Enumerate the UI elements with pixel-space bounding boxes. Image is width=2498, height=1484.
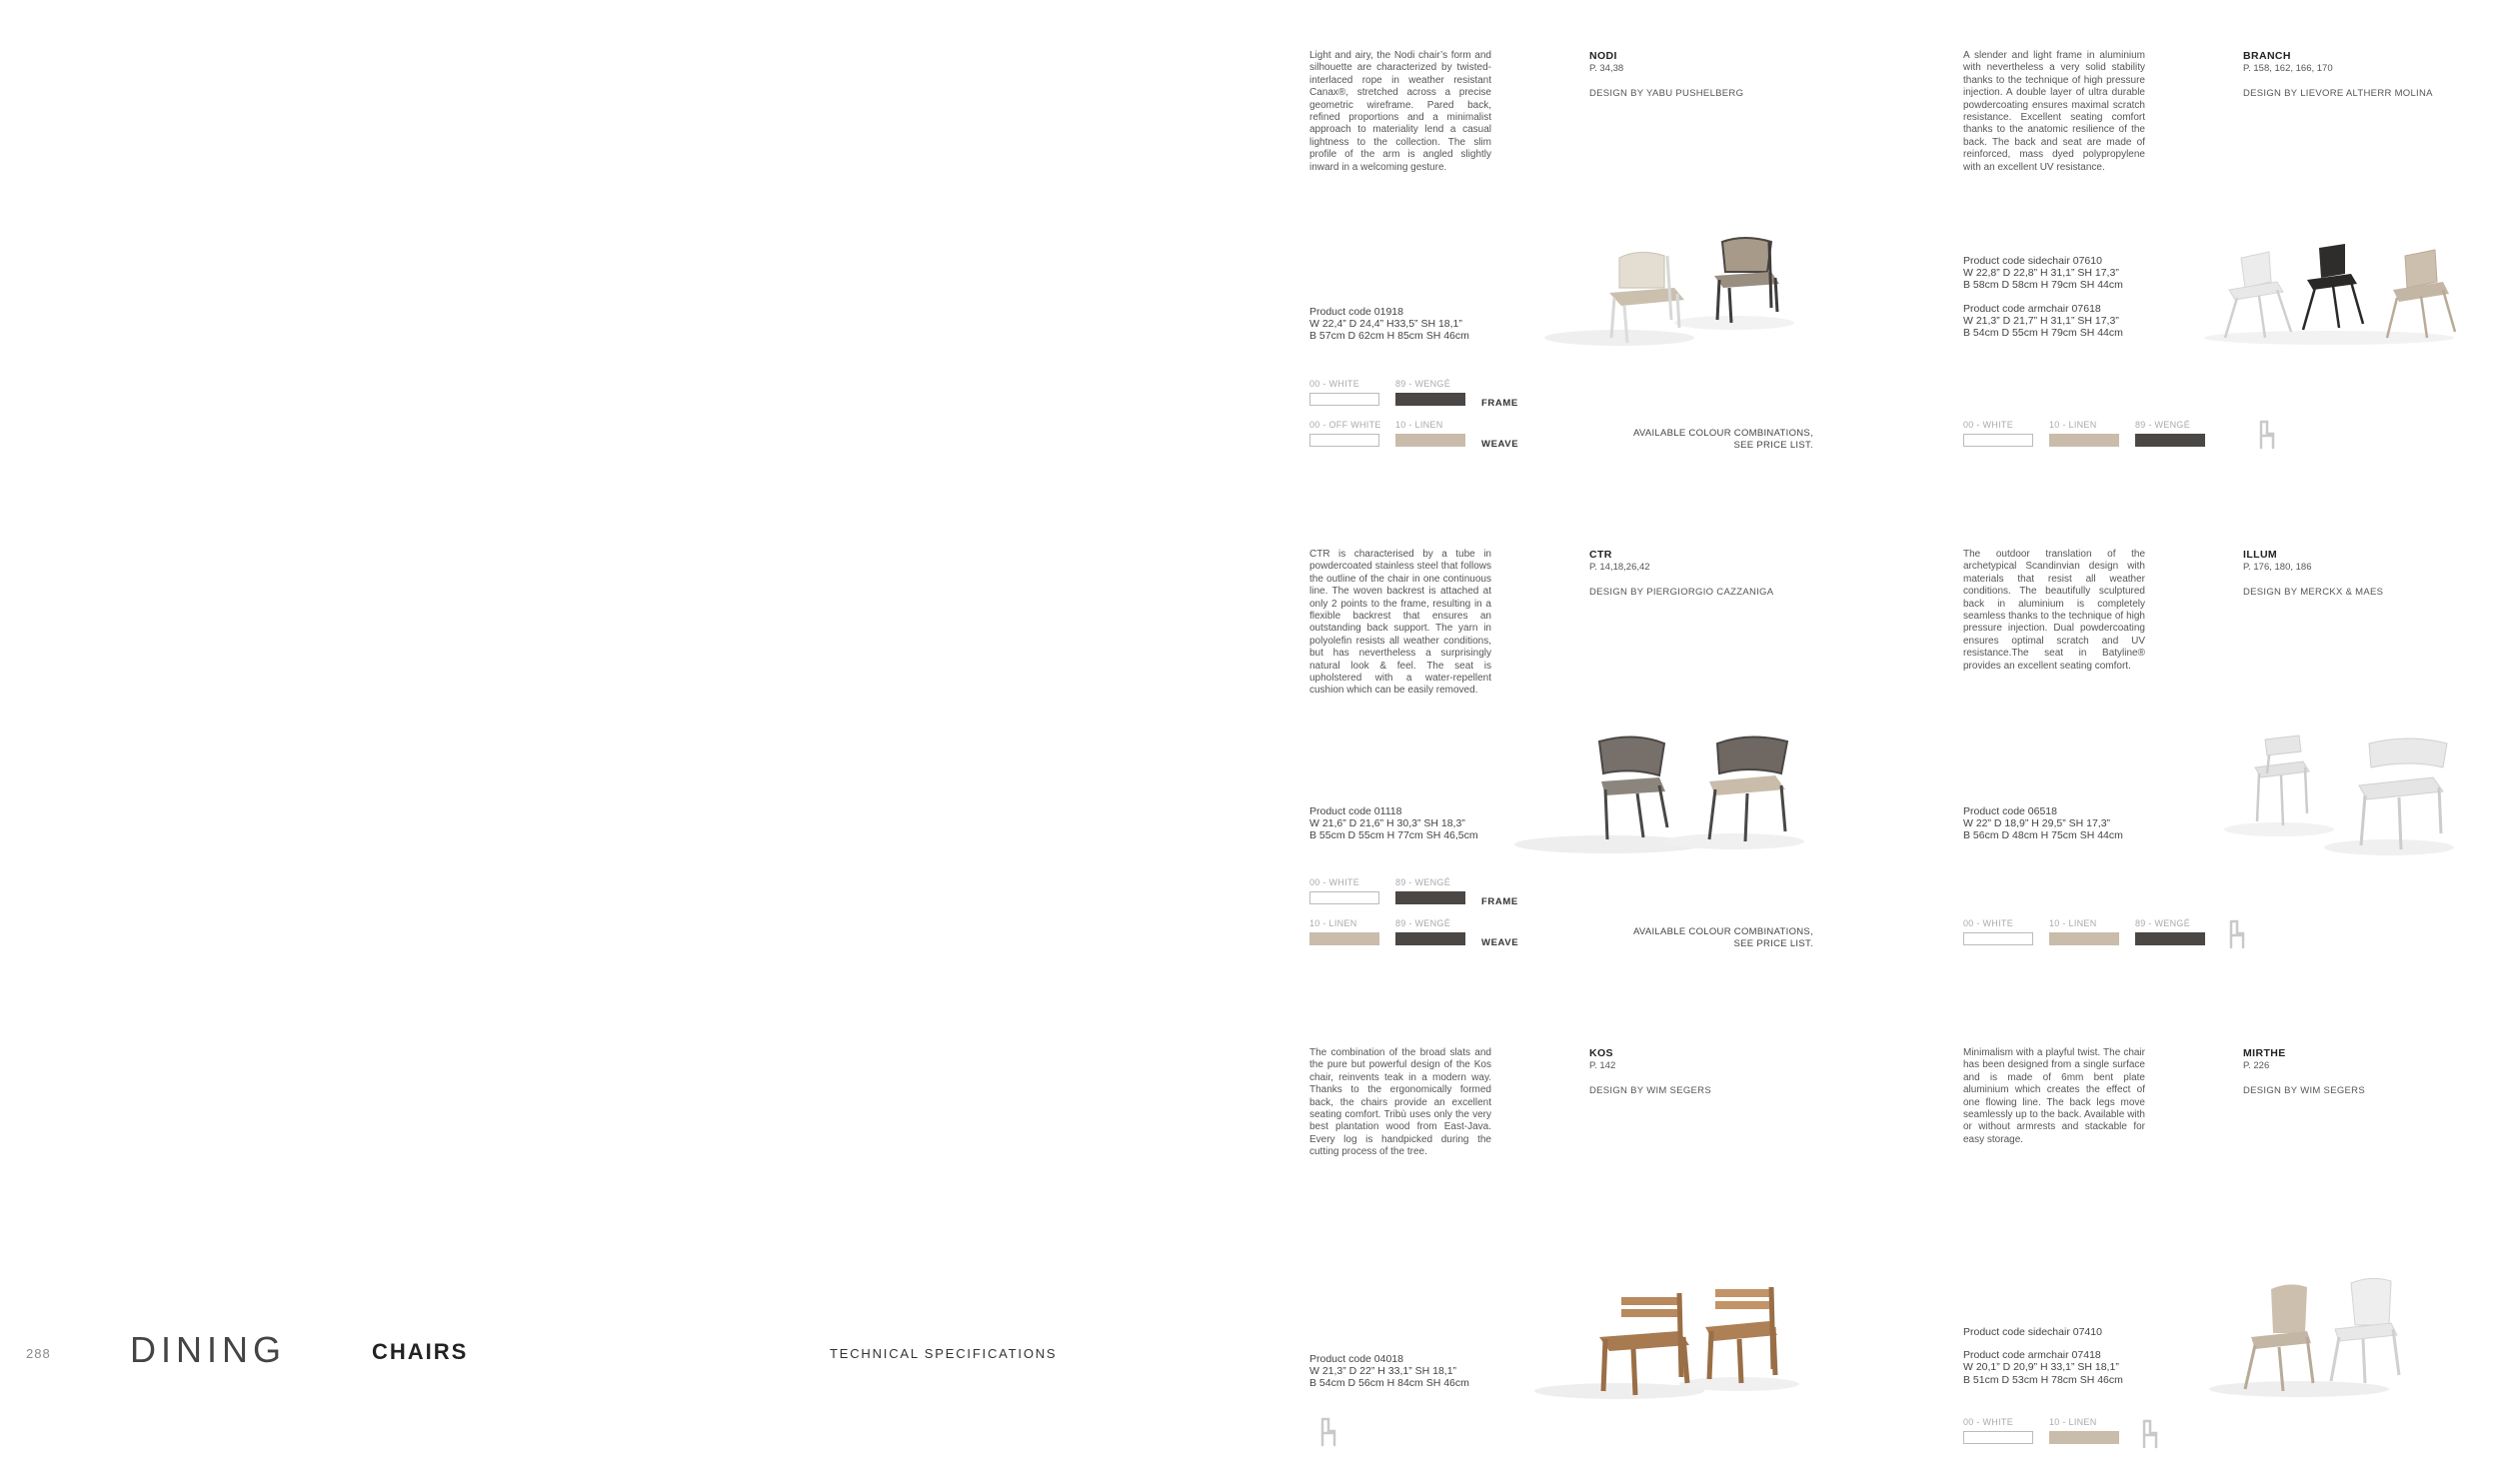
ctr-chairs-image	[1509, 730, 1809, 859]
outdoor-chair-icon	[2137, 1419, 2159, 1449]
nodi-code	[1309, 306, 1469, 343]
branch-swatch-linen	[2049, 420, 2119, 447]
kos-designer: DESIGN BY WIM SEGERS	[1589, 1085, 1711, 1096]
kos-code-line: Product code 04018	[1309, 1353, 1403, 1365]
branch-swatch-wenge	[2135, 420, 2205, 447]
ctr-description: CTR is characterised by a tube in powdercoated stainless steel that follows the outline of the chair in one continuous line. The woven backrest is attached at only 2 points to the frame, resulting in a flexible backrest that ensures an outstanding back support. The yarn in polyolefin resists all weather conditions, but has nevertheless a surprisingly natural look & feel. The seat is upholstered with a water-repellent cushion which can be easily removed.	[1309, 549, 1491, 697]
page-number: 288	[26, 1346, 51, 1361]
availability-line: AVAILABLE COLOUR COMBINATIONS,	[1632, 926, 1813, 937]
swatch-box	[1309, 434, 1379, 447]
swatch-label: 89 - WENGÉ	[2135, 918, 2191, 928]
illum-chairs-image	[2219, 730, 2459, 859]
swatch-label: 89 - WENGÉ	[2135, 420, 2191, 430]
illum-description: The outdoor translation of the archetypical Scandinvian design with materials that resist all weather conditions. The beautifully sculptured back in aluminium is completely seamless thanks to the technique of high pressure injection. Dual powdercoating ensures optimal scratch and UV resistance.The seat in Batyline® provides an excellent seating comfort.	[1963, 549, 2145, 672]
swatch-box	[2135, 434, 2205, 447]
swatch-box	[1963, 434, 2033, 447]
mirthe-code-line: W 20,1” D 20,9” H 33,1” SH 18,1”	[1963, 1361, 2119, 1374]
nodi-availability	[1613, 428, 1813, 452]
swatch-box	[1309, 932, 1379, 945]
nodi-description: Light and airy, the Nodi chair’s form and silhouette are characterized by twisted-interlaced rope in weather resistant Canax®, stretched across a precise geometric wireframe. Pared back, refined proportions and a minimalist approach to materiality lend a casual lightness to the collection. The slim profile of the arm is angled slightly inward in a welcoming gesture.	[1309, 50, 1491, 173]
mirthe-designer: DESIGN BY WIM SEGERS	[2243, 1085, 2365, 1096]
ctr-frame-swatch-wenge	[1395, 877, 1465, 904]
swatch-label: 89 - WENGÉ	[1395, 877, 1451, 887]
swatch-box	[1963, 1431, 2033, 1444]
nodi-chairs-image	[1539, 228, 1799, 353]
mirthe-code-line: Product code armchair 07418	[1963, 1349, 2101, 1362]
mirthe-pages: P. 226	[2243, 1060, 2270, 1071]
mirthe-swatch-linen	[2049, 1417, 2119, 1444]
nodi-code-line: W 22,4” D 24,4” H33,5” SH 18,1”	[1309, 318, 1462, 331]
mirthe-code-line: B 51cm D 53cm H 78cm SH 46cm	[1963, 1373, 2123, 1386]
swatch-label: 00 - OFF WHITE	[1309, 420, 1381, 430]
ctr-availability	[1613, 926, 1813, 950]
swatch-box	[1395, 891, 1465, 904]
swatch-label: 00 - WHITE	[1309, 877, 1360, 887]
kos-code-line: W 21,3” D 22” H 33,1” SH 18,1”	[1309, 1365, 1457, 1378]
branch-code-line: W 21,3” D 21,7” H 31,1” SH 17,3”	[1963, 314, 2119, 327]
code-gap	[1963, 292, 2123, 303]
availability-line: SEE PRICE LIST.	[1733, 440, 1813, 451]
illum-code-line: W 22” D 18,9” H 29,5” SH 17,3”	[1963, 817, 2111, 830]
swatch-box	[1963, 932, 2033, 945]
availability-line: AVAILABLE COLOUR COMBINATIONS,	[1632, 428, 1813, 439]
branch-pages: P. 158, 162, 166, 170	[2243, 63, 2333, 74]
swatch-label: 10 - LINEN	[2049, 420, 2097, 430]
swatch-label: 10 - LINEN	[2049, 1417, 2097, 1427]
kos-code	[1309, 1353, 1469, 1390]
ctr-weave-swatch-linen	[1309, 918, 1379, 945]
ctr-pages: P. 14,18,26,42	[1589, 562, 1650, 573]
outdoor-chair-icon	[2224, 919, 2246, 949]
mirthe-code-line: Product code sidechair 07410	[1963, 1326, 2102, 1338]
ctr-code	[1309, 805, 1478, 842]
illum-swatch-linen	[2049, 918, 2119, 945]
branch-name: BRANCH	[2243, 50, 2291, 62]
category-title: CHAIRS	[372, 1339, 469, 1364]
branch-designer: DESIGN BY LIEVORE ALTHERR MOLINA	[2243, 88, 2433, 99]
swatch-label: 00 - WHITE	[1309, 379, 1360, 389]
swatch-box	[2135, 932, 2205, 945]
swatch-box	[2049, 932, 2119, 945]
kos-description: The combination of the broad slats and the pure but powerful design of the Kos chair, reinvents teak in a modern way. Thanks to the ergonomically formed back, the chairs provide an excellent seating comfort. Tribù uses only the very best plantation wood from East-Java. Every log is handpicked during the cutting process of the tree.	[1309, 1047, 1491, 1158]
branch-code-line: B 58cm D 58cm H 79cm SH 44cm	[1963, 279, 2123, 292]
swatch-box	[1395, 393, 1465, 406]
ctr-code-line: Product code 01118	[1309, 805, 1402, 817]
nodi-frame-swatch-wenge	[1395, 379, 1465, 406]
mirthe-chairs-image	[2199, 1271, 2439, 1401]
illum-code-line: B 56cm D 48cm H 75cm SH 44cm	[1963, 829, 2123, 842]
branch-code-line: Product code sidechair 07610	[1963, 255, 2102, 267]
ctr-code-line: B 55cm D 55cm H 77cm SH 46,5cm	[1309, 829, 1478, 842]
swatch-box	[1395, 434, 1465, 447]
kos-code-line: B 54cm D 56cm H 84cm SH 46cm	[1309, 1377, 1469, 1390]
nodi-code-line: Product code 01918	[1309, 306, 1403, 318]
illum-code-line: Product code 06518	[1963, 805, 2057, 817]
branch-swatch-white	[1963, 420, 2033, 447]
branch-code	[1963, 255, 2123, 339]
nodi-frame-label: FRAME	[1481, 398, 1518, 409]
nodi-weave-swatch-offwhite	[1309, 420, 1381, 447]
nodi-designer: DESIGN BY YABU PUSHELBERG	[1589, 88, 1744, 99]
nodi-code-line: B 57cm D 62cm H 85cm SH 46cm	[1309, 330, 1469, 343]
mirthe-swatch-white	[1963, 1417, 2033, 1444]
outdoor-chair-icon	[1315, 1417, 1337, 1447]
illum-code	[1963, 805, 2123, 842]
swatch-label: 89 - WENGÉ	[1395, 379, 1451, 389]
ctr-weave-swatch-wenge	[1395, 918, 1465, 945]
kos-pages: P. 142	[1589, 1060, 1616, 1071]
mirthe-name: MIRTHE	[2243, 1047, 2286, 1059]
branch-code-line: Product code armchair 07618	[1963, 302, 2101, 315]
swatch-label: 00 - WHITE	[1963, 1417, 2014, 1427]
illum-name: ILLUM	[2243, 549, 2278, 561]
ctr-frame-swatch-white	[1309, 877, 1379, 904]
illum-swatch-wenge	[2135, 918, 2205, 945]
section-title: DINING	[130, 1329, 286, 1370]
code-gap	[1963, 1338, 2123, 1349]
kos-chairs-image	[1529, 1279, 1809, 1404]
swatch-box	[1309, 393, 1379, 406]
outdoor-chair-icon	[2254, 420, 2276, 450]
kos-name: KOS	[1589, 1047, 1613, 1059]
swatch-label: 10 - LINEN	[2049, 918, 2097, 928]
swatch-box	[1395, 932, 1465, 945]
branch-description: A slender and light frame in aluminium with nevertheless a very solid stability thanks to the technique of high pressure injection. A double layer of ultra durable powdercoating ensures maximal scratch resistance. Excellent seating comfort thanks to the anatomic resilience of the back. The back and seat are made of reinforced, mass dyed polypropylene with an excellent UV resistance.	[1963, 50, 2145, 173]
illum-pages: P. 176, 180, 186	[2243, 562, 2312, 573]
ctr-code-line: W 21,6” D 21,6” H 30,3” SH 18,3”	[1309, 817, 1465, 830]
swatch-label: 10 - LINEN	[1395, 420, 1443, 430]
subtitle: TECHNICAL SPECIFICATIONS	[830, 1346, 1058, 1361]
mirthe-code	[1963, 1326, 2123, 1386]
illum-swatch-white	[1963, 918, 2033, 945]
illum-designer: DESIGN BY MERCKX & MAES	[2243, 587, 2384, 598]
swatch-label: 00 - WHITE	[1963, 918, 2014, 928]
branch-chairs-image	[2199, 238, 2469, 348]
mirthe-description: Minimalism with a playful twist. The chair has been designed from a single surface and is made of 6mm bent plate aluminium which creates the effect of one flowing line. The back legs move seamlessly up to the back. Available with or without armrests and stackable for easy storage.	[1963, 1047, 2145, 1145]
branch-code-line: B 54cm D 55cm H 79cm SH 44cm	[1963, 327, 2123, 340]
branch-code-line: W 22,8” D 22,8” H 31,1” SH 17,3”	[1963, 267, 2119, 280]
ctr-frame-label: FRAME	[1481, 896, 1518, 907]
nodi-weave-swatch-linen	[1395, 420, 1465, 447]
swatch-box	[2049, 434, 2119, 447]
ctr-name: CTR	[1589, 549, 1612, 561]
swatch-box	[2049, 1431, 2119, 1444]
nodi-pages: P. 34,38	[1589, 63, 1624, 74]
swatch-label: 10 - LINEN	[1309, 918, 1357, 928]
ctr-designer: DESIGN BY PIERGIORGIO CAZZANIGA	[1589, 587, 1774, 598]
swatch-label: 89 - WENGÉ	[1395, 918, 1451, 928]
swatch-box	[1309, 891, 1379, 904]
swatch-label: 00 - WHITE	[1963, 420, 2014, 430]
nodi-frame-swatch-white	[1309, 379, 1379, 406]
nodi-name: NODI	[1589, 50, 1617, 62]
nodi-weave-label: WEAVE	[1481, 439, 1519, 450]
ctr-weave-label: WEAVE	[1481, 937, 1519, 948]
availability-line: SEE PRICE LIST.	[1733, 938, 1813, 949]
